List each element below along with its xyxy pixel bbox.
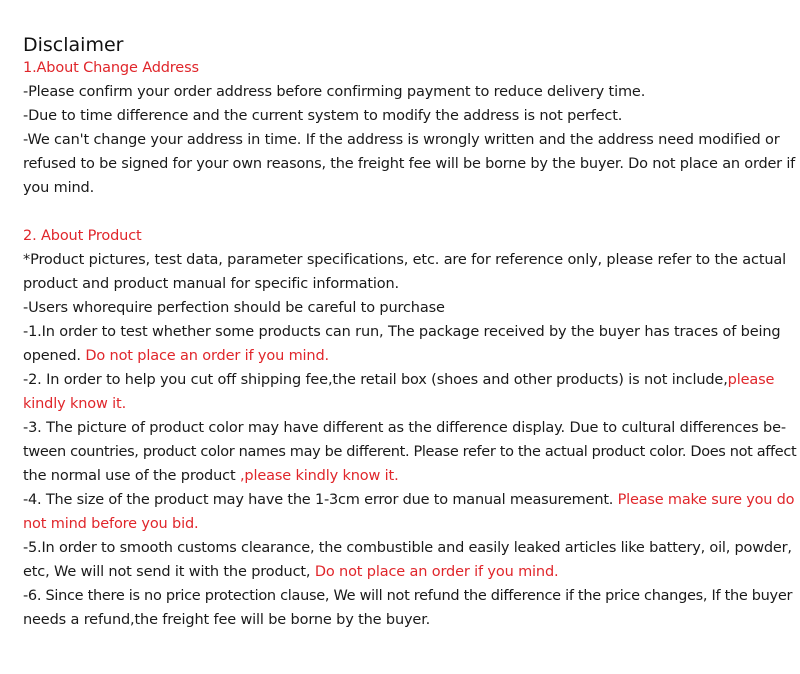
perfection-warning: -Users whorequire perfection should be careful to purchase <box>23 300 445 316</box>
address-line-3: -We can't change your address in time. If the address is wrongly written and the address need modified or <box>23 132 780 148</box>
item-4-line-2: not mind before you bid. <box>23 516 199 532</box>
page-title: Disclaimer <box>23 34 124 56</box>
address-line-2: -Due to time difference and the current system to modify the address is not perfect. <box>23 108 623 124</box>
item-1-line-2 <box>23 346 329 366</box>
item-3-text: the normal use of the product <box>23 468 240 484</box>
item-1-line-1: -1.In order to test whether some products can run, The package received by the buyer has traces of being <box>23 324 781 340</box>
item-6-line-2: needs a refund,the freight fee will be borne by the buyer. <box>23 612 431 628</box>
item-1-red-note: Do not place an order if you mind. <box>85 348 329 364</box>
item-3-line-1: -3. The picture of product color may have different as the difference display. Due to cultural differences be- <box>23 420 786 436</box>
item-2-red-note: please <box>727 372 775 388</box>
item-3-line-3 <box>23 466 399 486</box>
section-heading-address: 1.About Change Address <box>23 60 199 76</box>
item-4-text: -4. The size of the product may have the 1-3cm error due to manual measurement. <box>23 492 618 508</box>
item-4-red-note: Please make sure you do <box>617 492 795 508</box>
item-2-line-2: kindly know it. <box>23 396 127 412</box>
item-3-line-2: tween countries, product color names may be different. Please refer to the actual product color. Does not affect <box>23 444 797 460</box>
item-5-line-1: -5.In order to smooth customs clearance, the combustible and easily leaked articles like battery, oil, powder, <box>23 540 792 556</box>
address-line-1: -Please confirm your order address before confirming payment to reduce delivery time. <box>23 84 646 100</box>
address-line-5: you mind. <box>23 180 95 196</box>
item-5-line-2 <box>23 562 558 582</box>
item-2-line-1 <box>23 370 774 390</box>
item-5-text: etc, We will not send it with the product, <box>23 564 315 580</box>
section-heading-product: 2. About Product <box>23 228 142 244</box>
item-4-line-1 <box>23 490 794 510</box>
item-1-text: opened. <box>23 348 86 364</box>
item-2-text: -2. In order to help you cut off shipping fee,the retail box (shoes and other products) is not include, <box>23 372 728 388</box>
item-3-red-note: ,please kindly know it. <box>239 468 399 484</box>
product-note-line-2: product and product manual for specific information. <box>23 276 399 292</box>
address-line-4: refused to be signed for your own reasons, the freight fee will be borne by the buyer. Do not place an order if <box>23 156 796 172</box>
product-note-line-1: *Product pictures, test data, parameter specifications, etc. are for reference only, please refer to the actual <box>23 252 787 268</box>
item-5-red-note: Do not place an order if you mind. <box>314 564 559 580</box>
item-6-line-1: -6. Since there is no price protection clause, We will not refund the difference if the price changes, If the buyer <box>23 588 793 604</box>
